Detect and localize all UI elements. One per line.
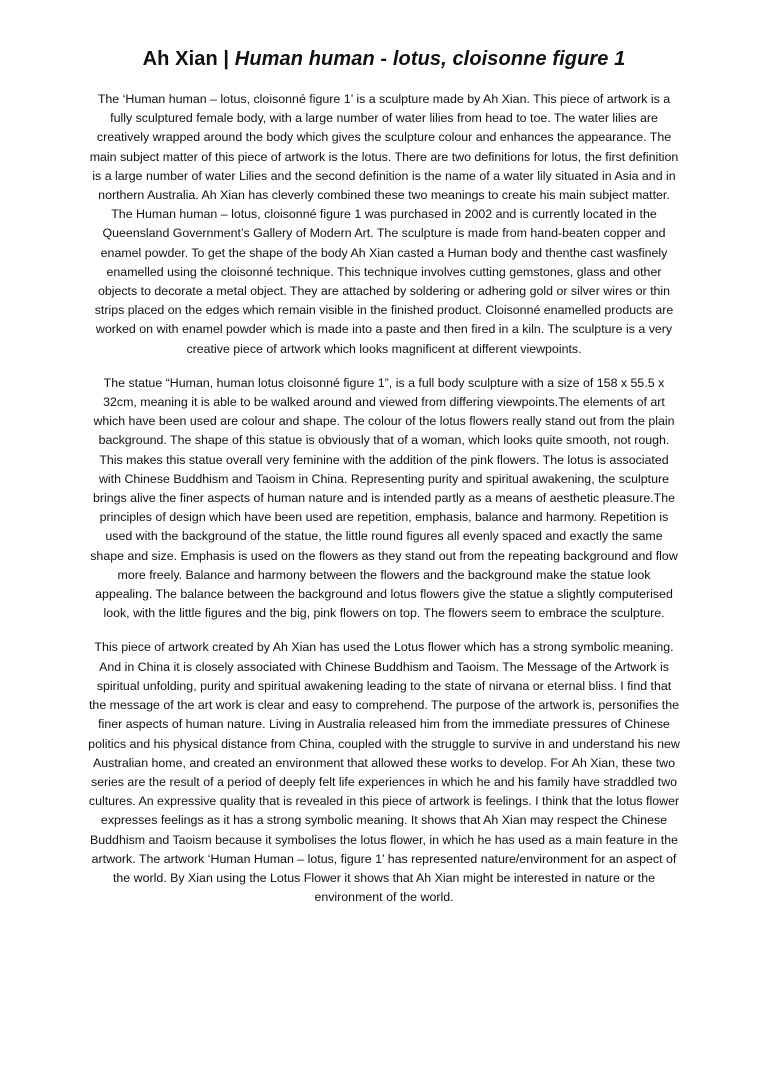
title-italic: Human human - lotus, cloisonne figure 1	[234, 48, 626, 70]
paragraph-meaning-and-message: This piece of artwork created by Ah Xian has used the Lotus flower which has a strong symbolic meaning. And in China it is closely associated with Chinese Buddhism and Taoism. The Message of the Artwork is spiritual unfolding, purity and spiritual awakening leading to the state of nirvana or eternal bliss. I find that the message of the art work is clear and easy to comprehend. The purpose of the artwork is, personifies the finer aspects of human nature. Living in Australia released him from the immediate pressures of Chinese politics and his physical distance from China, coupled with the struggle to survive in and understand his new Australian home, and created an environment that allowed these works to develop. For Ah Xian, these two series are the result of a period of deeply felt life experiences in which he and his family have straddled two cultures. An expressive quality that is revealed in this piece of artwork is feelings. I think that the lotus flower expresses feelings as it has a strong symbolic meaning. It shows that Ah Xian may respect the Chinese Buddhism and Taoism because it symbolises the lotus flower, in which he has used as a main feature in the artwork. The artwork ‘Human Human – lotus, figure 1’ has represented nature/environment for an aspect of the world. By Xian using the Lotus Flower it shows that Ah Xian might be interested in nature or the environment of the world.	[88, 640, 680, 905]
document-page	[88, 46, 680, 907]
paragraph-introduction: The ‘Human human – lotus, cloisonné figure 1’ is a sculpture made by Ah Xian. This piece of artwork is a fully sculptured female body, with a large number of water lilies from head to toe. The water lilies are creatively wrapped around the body which gives the sculpture colour and enhances the appearance. The main subject matter of this piece of artwork is the lotus. There are two definitions for lotus, the first definition is a large number of water Lilies and the second definition is the name of a water lily situated in Asia and in northern Australia. Ah Xian has cleverly combined these two meanings to create his main subject matter. The Human human – lotus, cloisonné figure 1 was purchased in 2002 and is currently located in the Queensland Government’s Gallery of Modern Art. The sculpture is made from hand-beaten copper and enamel powder. To get the shape of the body Ah Xian casted a Human body and thenthe cast wasfinely enamelled using the cloisonné technique. This technique involves cutting gemstones, glass and other objects to decorate a metal object. They are attached by soldering or adhering gold or silver wires or thin strips placed on the edges which remain visible in the finished product. Cloisonné enamelled products are worked on with enamel powder which is made into a paste and then fired in a kiln. The sculpture is a very creative piece of artwork which looks magnificent at different viewpoints.	[89, 92, 679, 356]
paragraph-elements-and-principles: The statue “Human, human lotus cloisonné figure 1”, is a full body sculpture with a size of 158 x 55.5 x 32cm, meaning it is able to be walked around and viewed from differing viewpoints.The elements of art which have been used are colour and shape. The colour of the lotus flowers really stand out from the plain background. The shape of this statue is obviously that of a woman, which looks quite smooth, not rough. This makes this statue overall very feminine with the addition of the pink flowers. The lotus is associated with Chinese Buddhism and Taoism in China. Representing purity and spiritual awakening, the sculpture brings alive the finer aspects of human nature and is intended partly as a means of aesthetic pleasure.The principles of design which have been used are repetition, emphasis, balance and harmony. Repetition is used with the background of the statue, the little round figures all evenly spaced and exactly the same shape and size. Emphasis is used on the flowers as they stand out from the repeating background and flow more freely. Balance and harmony between the flowers and the background make the statue look appealing. The balance between the background and lotus flowers give the statue a slightly computerised look, with the little figures and the big, pink flowers on top. The flowers seem to embrace the sculpture.	[90, 375, 678, 621]
title-prefix: Ah Xian |	[142, 48, 235, 70]
page-title	[88, 46, 680, 72]
